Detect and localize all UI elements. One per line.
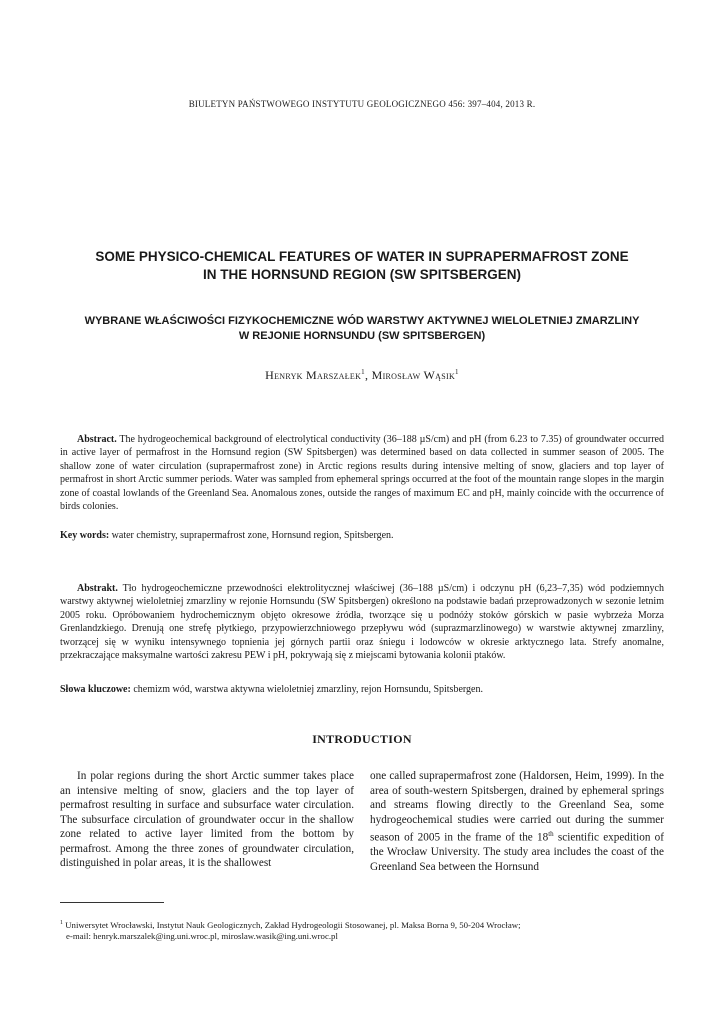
affiliation-marker: 1 bbox=[455, 368, 459, 376]
abstract-english bbox=[60, 433, 664, 513]
footnote-email: e-mail: henryk.marszalek@ing.uni.wroc.pl, miroslaw.wasik@ing.uni.wroc.pl bbox=[66, 931, 338, 942]
affiliation-marker: 1 bbox=[361, 368, 365, 376]
keywords-pl-text: chemizm wód, warstwa aktywna wieloletniej zmarzliny, rejon Hornsundu, Spitsbergen. bbox=[130, 684, 483, 695]
running-head: BIULETYN PAŃSTWOWEGO INSTYTUTU GEOLOGICZNEGO 456: 397–404, 2013 R. bbox=[188, 99, 536, 109]
intro-right-text-cont: scientific expedition of the Wrocław University. The study area includes the coast of the Greenland Sea between the Hornsund bbox=[370, 831, 664, 873]
keywords-pl-label: Słowa kluczowe: bbox=[60, 684, 131, 695]
abstract-label: Abstract. bbox=[77, 434, 117, 445]
abstract-pl-label: Abstrakt. bbox=[77, 583, 118, 594]
intro-right-text: one called suprapermafrost zone (Haldorsen, Heim, 1999). In the area of south-western Spitsbergen, drained by ephemeral springs and streams flowing directly to the Greenland Sea, some hydrogeochemical studies were carried out during the summer season of 2005 in the frame of the 18 bbox=[370, 770, 664, 844]
title-line-2: IN THE HORNSUND REGION (SW SPITSBERGEN) bbox=[202, 267, 521, 282]
keywords-polish bbox=[60, 683, 664, 696]
author-name: Henryk Marszałek bbox=[265, 368, 362, 382]
title-pl-line-2: W REJONIE HORNSUNDU (SW SPITSBERGEN) bbox=[238, 330, 486, 342]
abstract-polish bbox=[60, 582, 664, 662]
footnote-marker: 1 bbox=[60, 920, 63, 926]
keywords-english bbox=[60, 529, 664, 542]
author-list bbox=[0, 368, 724, 383]
footnote-divider bbox=[60, 902, 164, 903]
section-heading-introduction: INTRODUCTION bbox=[312, 732, 412, 746]
footnote-affiliation bbox=[60, 918, 664, 943]
introduction-column-left: In polar regions during the short Arctic summer takes place an intensive melting of snow, glaciers and the top layer of permafrost resulting in surface and subsurface water circulation. The subsurface circulation of groundwater occur in the shallow zone related to active layer limited from the bottom by permafrost. Among the three zones of groundwater circulation, distinguished in polar areas, it is the shallowest bbox=[60, 770, 354, 869]
keywords-text: water chemistry, suprapermafrost zone, Hornsund region, Spitsbergen. bbox=[109, 530, 394, 541]
title-pl-line-1: WYBRANE WŁAŚCIWOŚCI FIZYKOCHEMICZNE WÓD WARSTWY AKTYWNEJ WIELOLETNIEJ ZMARZLINY bbox=[84, 315, 640, 327]
keywords-label: Key words: bbox=[60, 530, 110, 541]
introduction-column-right bbox=[370, 769, 664, 874]
author-separator: , bbox=[364, 368, 372, 382]
abstract-text: The hydrogeochemical background of electrolytical conductivity (36–188 µS/cm) and pH (from 6.23 to 7.35) of groundwater occurred in active layer of permafrost in the Hornsund region (SW Spitsbergen) was determined based on data collected in summer season of 2005. The shallow zone of water circulation (suprapermafrost zone) in Arctic regions results during intensive melting of snow, glaciers and top layer of permafrost in short Arctic summer periods. Water was sampled from ephemeral springs occurred at the foot of the mountain range slopes in the margin zone of coastal lowlands of the Greenland Sea. Anomalous zones, outside the ranges of maximum EC and pH, mainly coincide with the occurrence of birds colonies. bbox=[60, 434, 664, 513]
footnote-affiliation-text: Uniwersytet Wrocławski, Instytut Nauk Geologicznych, Zakład Hydrogeologii Stosowanej, pl. Maksa Borna 9, 50-204 Wrocław; bbox=[63, 919, 521, 930]
ordinal-suffix: th bbox=[548, 830, 554, 838]
article-title-english bbox=[60, 248, 664, 284]
author-name: Mirosław Wąsik bbox=[371, 368, 456, 382]
abstract-pl-text: Tło hydrogeochemiczne przewodności elektrolitycznej właściwej (36–188 µS/cm) i odczynu pH (6,23–7,35) wód podziemnych warstwy aktywnej wieloletniej zmarzliny w rejonie Hornsundu (SW Spitsbergen) określono na podstawie badań przeprowadzonych w sezonie letnim 2005 roku. Opróbowaniem hydrochemicznym objęto okresowe źródła, tworzące się u podnóży stoków górskich w pasie wybrzeża Morza Grenlandzkiego. Drenują one strefę płytkiego, przypowierzchniowego przepływu wód (suprazmarzlinowego) w warstwie aktywnej zmarzliny, tworzącej się w wyniku intensywnego topnienia jej górnych partii oraz śniegu i lodowców w okresie arktycznego lata. Strefy anomalne, przekraczające maksymalne wartości zakresu PEW i pH, pokrywają się z miejscami bytowania kolonii ptaków. bbox=[60, 583, 664, 662]
title-line-1: SOME PHYSICO-CHEMICAL FEATURES OF WATER IN SUPRAPERMAFROST ZONE bbox=[95, 249, 629, 264]
article-title-polish bbox=[60, 314, 664, 344]
